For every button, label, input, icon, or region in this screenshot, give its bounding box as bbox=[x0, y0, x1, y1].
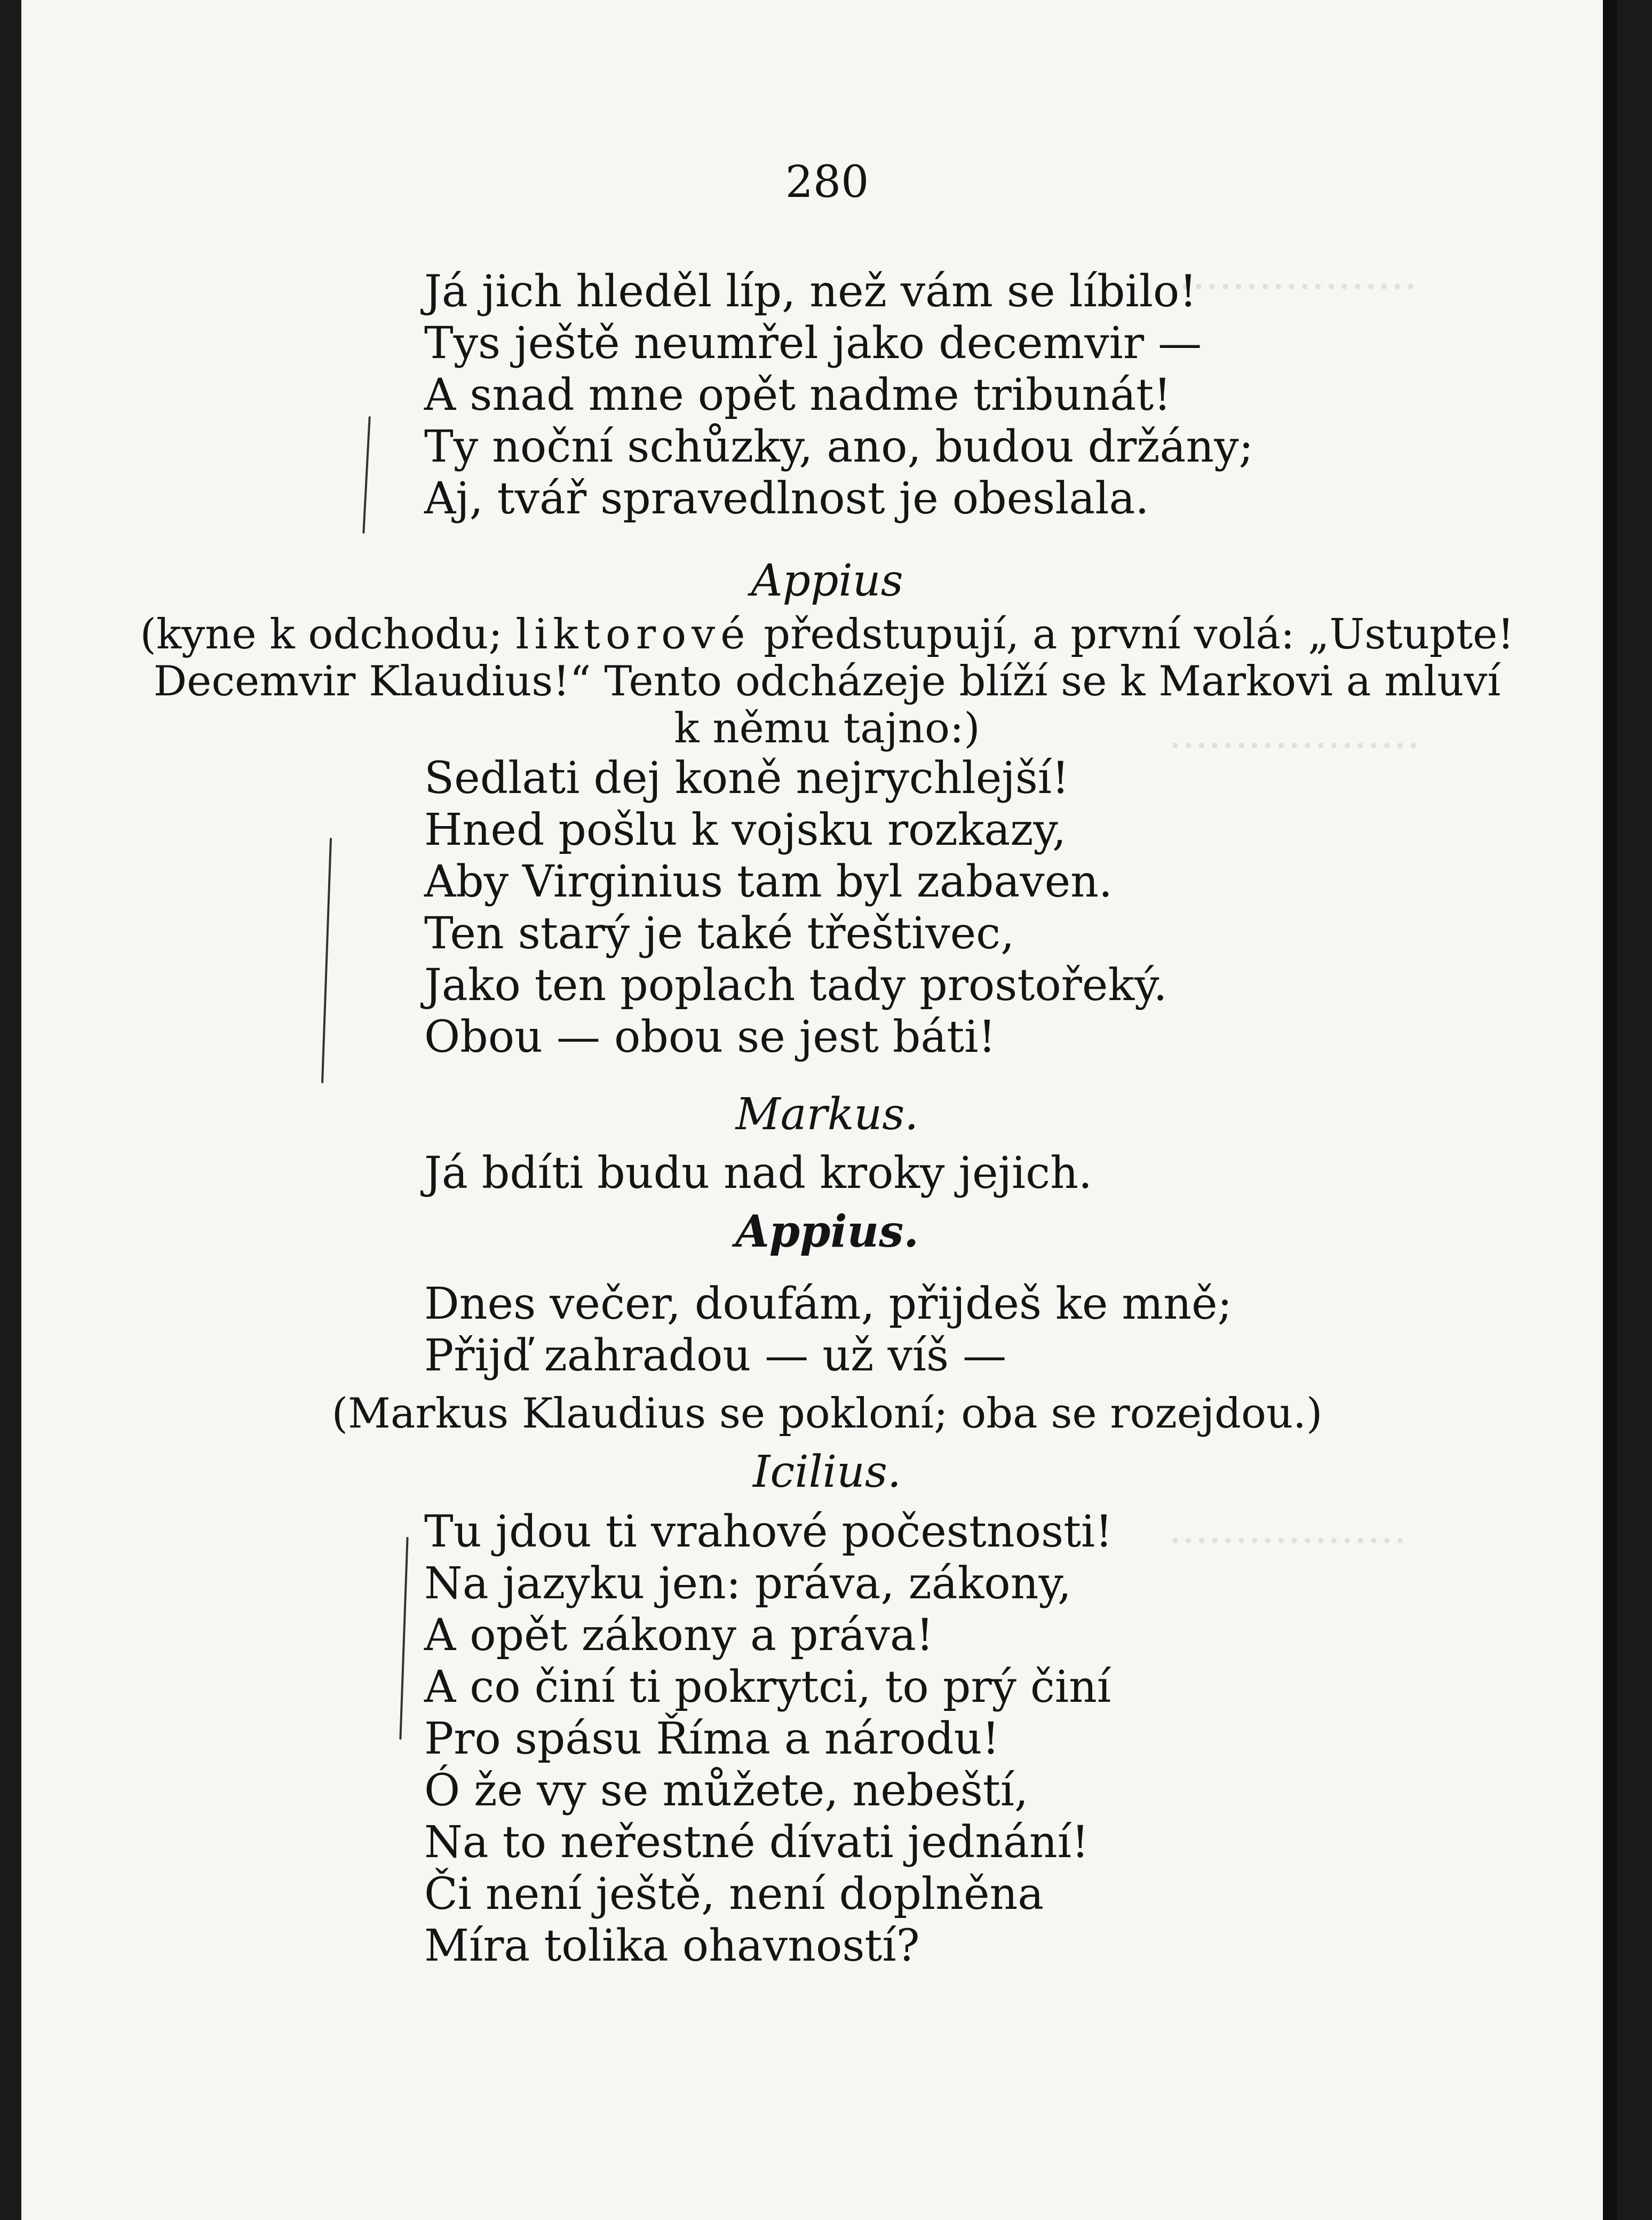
verse-line: Míra tolika ohavností? bbox=[424, 1921, 920, 1971]
speaker-name: Appius. bbox=[735, 1206, 919, 1257]
speaker-heading bbox=[21, 1089, 1617, 1140]
verse-block bbox=[21, 1506, 1617, 1972]
stage-direction-line: (Markus Klaudius se pokloní; oba se rozejdou.) bbox=[331, 1390, 1323, 1438]
stage-direction bbox=[21, 1390, 1617, 1437]
verse-block bbox=[21, 266, 1617, 525]
verse-line: A opět zákony a práva! bbox=[424, 1610, 934, 1661]
verse-line: Či není ještě, není doplněna bbox=[424, 1869, 1044, 1920]
verse-line: Já jich hleděl líp, než vám se líbilo! bbox=[424, 266, 1197, 317]
verse-line: Ó že vy se můžete, nebeští, bbox=[424, 1765, 1029, 1816]
verse-line: Obou — obou se jest báti! bbox=[424, 1012, 996, 1063]
verse-line: Tu jdou ti vrahové počestnosti! bbox=[424, 1507, 1113, 1557]
verse-line: Dnes večer, doufám, přijdeš ke mně; bbox=[424, 1279, 1233, 1329]
bleed-through-text: .................... bbox=[1153, 251, 1417, 299]
speaker-name: Icilius. bbox=[753, 1447, 901, 1497]
speaker-name: Markus. bbox=[735, 1089, 919, 1140]
stage-direction-spaced-word: liktorové bbox=[515, 610, 751, 659]
speaker-heading bbox=[21, 1206, 1617, 1258]
verse-line: Sedlati dej koně nejrychlejší! bbox=[424, 753, 1069, 804]
verse-line: Jako ten poplach tady prostořeký. bbox=[424, 960, 1167, 1011]
verse-line: Tys ještě neumřel jako decemvir — bbox=[424, 318, 1202, 369]
verse-line: Ty noční schůzky, ano, budou držány; bbox=[424, 422, 1254, 472]
verse-line: Pro spásu Říma a národu! bbox=[424, 1714, 1000, 1764]
verse-block bbox=[21, 1278, 1617, 1382]
verse-line: Aj, tvář spravedlnost je obeslala. bbox=[424, 473, 1149, 524]
page-number: 280 bbox=[785, 157, 869, 208]
verse-line: A snad mne opět nadme tribunát! bbox=[424, 370, 1172, 421]
book-page bbox=[21, 0, 1617, 2220]
verse-line: Já bdíti budu nad kroky jejich. bbox=[424, 1148, 1092, 1199]
stage-direction bbox=[21, 611, 1617, 752]
bleed-through-text: ................... bbox=[1169, 710, 1420, 758]
speaker-heading bbox=[21, 555, 1617, 607]
verse-line: Hned pošlu k vojsku rozkazy, bbox=[424, 805, 1067, 855]
speaker-name: Appius bbox=[751, 556, 903, 606]
verse-line: Aby Virginius tam byl zabaven. bbox=[424, 857, 1113, 907]
verse-line: Přijď zahradou — už víš — bbox=[424, 1330, 1007, 1381]
verse-line: A co činí ti pokrytci, to prý činí bbox=[424, 1662, 1111, 1712]
verse-line: Na to neřestné dívati jednání! bbox=[424, 1817, 1089, 1868]
verse-block bbox=[21, 752, 1617, 1063]
stage-direction-line bbox=[21, 611, 1617, 658]
page-edge-shadow bbox=[1603, 0, 1617, 2220]
verse-line: Ten starý je také třeštivec, bbox=[424, 908, 1015, 959]
stage-direction-part: předstupují, a první volá: „Ustupte! bbox=[750, 610, 1514, 659]
verse-block bbox=[21, 1147, 1617, 1199]
stage-direction-part: (kyne k odchodu; bbox=[140, 610, 516, 659]
bleed-through-text: .................. bbox=[1169, 1505, 1407, 1553]
speaker-heading bbox=[21, 1446, 1617, 1498]
stage-direction-line: Decemvir Klaudius!“ Tento odcházeje blíží se k Markovi a mluví bbox=[153, 657, 1501, 705]
stage-direction-line: k němu tajno:) bbox=[674, 704, 980, 752]
verse-line: Na jazyku jen: práva, zákony, bbox=[424, 1558, 1071, 1609]
